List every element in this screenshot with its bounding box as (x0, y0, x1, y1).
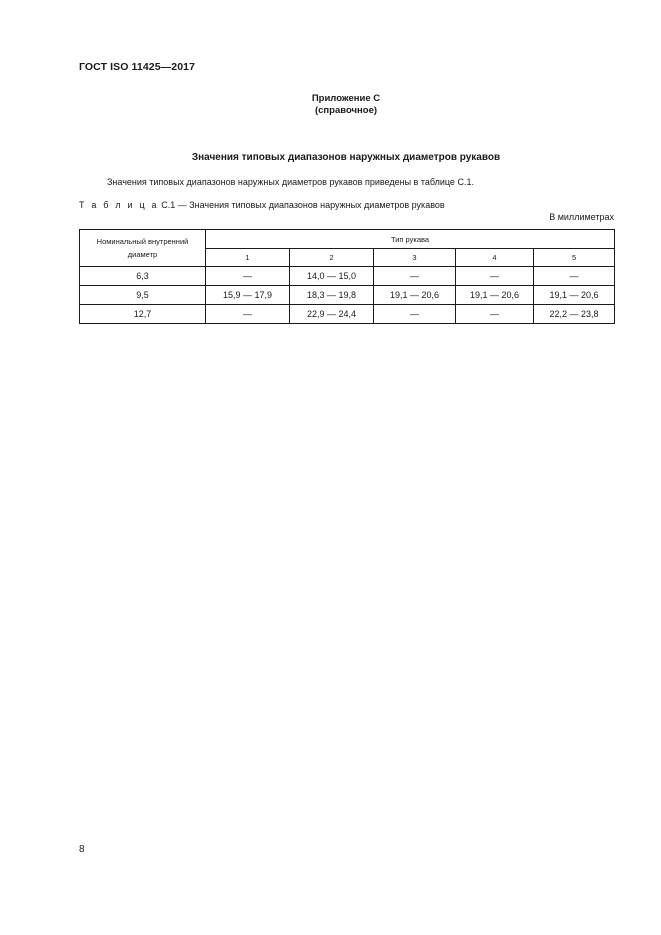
value-cell: 19,1 — 20,6 (456, 286, 534, 305)
type-header: 1 (206, 249, 290, 267)
type-header: 2 (290, 249, 374, 267)
value-cell: — (534, 267, 615, 286)
table-caption-prefix: Т а б л и ц а (79, 200, 159, 210)
value-cell: 22,9 — 24,4 (290, 305, 374, 324)
intro-paragraph: Значения типовых диапазонов наружных диаметров рукавов приведены в таблице С.1. (107, 177, 474, 187)
value-cell: — (206, 305, 290, 324)
document-number: ГОСТ ISO 11425—2017 (79, 61, 196, 73)
group-header-cell: Тип рукава (206, 230, 615, 249)
value-cell: — (374, 267, 456, 286)
diameter-cell: 6,3 (80, 267, 206, 286)
value-cell: — (374, 305, 456, 324)
annex-type: (справочное) (314, 105, 378, 116)
row-header-cell (80, 230, 206, 267)
table-units: В миллиметрах (549, 212, 614, 222)
value-cell: — (206, 267, 290, 286)
table-row (80, 267, 615, 286)
value-cell: — (456, 305, 534, 324)
value-cell: 19,1 — 20,6 (534, 286, 615, 305)
value-cell: 14,0 — 15,0 (290, 267, 374, 286)
diameter-cell: 9,5 (80, 286, 206, 305)
table-caption (79, 200, 445, 210)
row-header-line1: Номинальный внутренний (96, 237, 189, 246)
annex-label: Приложение С (311, 93, 381, 104)
page-number: 8 (79, 844, 85, 855)
type-header: 5 (534, 249, 615, 267)
type-header: 3 (374, 249, 456, 267)
diameter-cell: 12,7 (80, 305, 206, 324)
table-row (80, 286, 615, 305)
annex-title: Значения типовых диапазонов наружных диаметров рукавов (191, 152, 501, 163)
table-caption-text: С.1 — Значения типовых диапазонов наружных диаметров рукавов (158, 200, 445, 210)
type-header: 4 (456, 249, 534, 267)
value-cell: 22,2 — 23,8 (534, 305, 615, 324)
value-cell: 15,9 — 17,9 (206, 286, 290, 305)
value-cell: — (456, 267, 534, 286)
annex-heading (0, 93, 661, 117)
diameter-table (79, 229, 615, 324)
value-cell: 19,1 — 20,6 (374, 286, 456, 305)
table-row (80, 305, 615, 324)
row-header-line2: диаметр (127, 250, 158, 259)
value-cell: 18,3 — 19,8 (290, 286, 374, 305)
